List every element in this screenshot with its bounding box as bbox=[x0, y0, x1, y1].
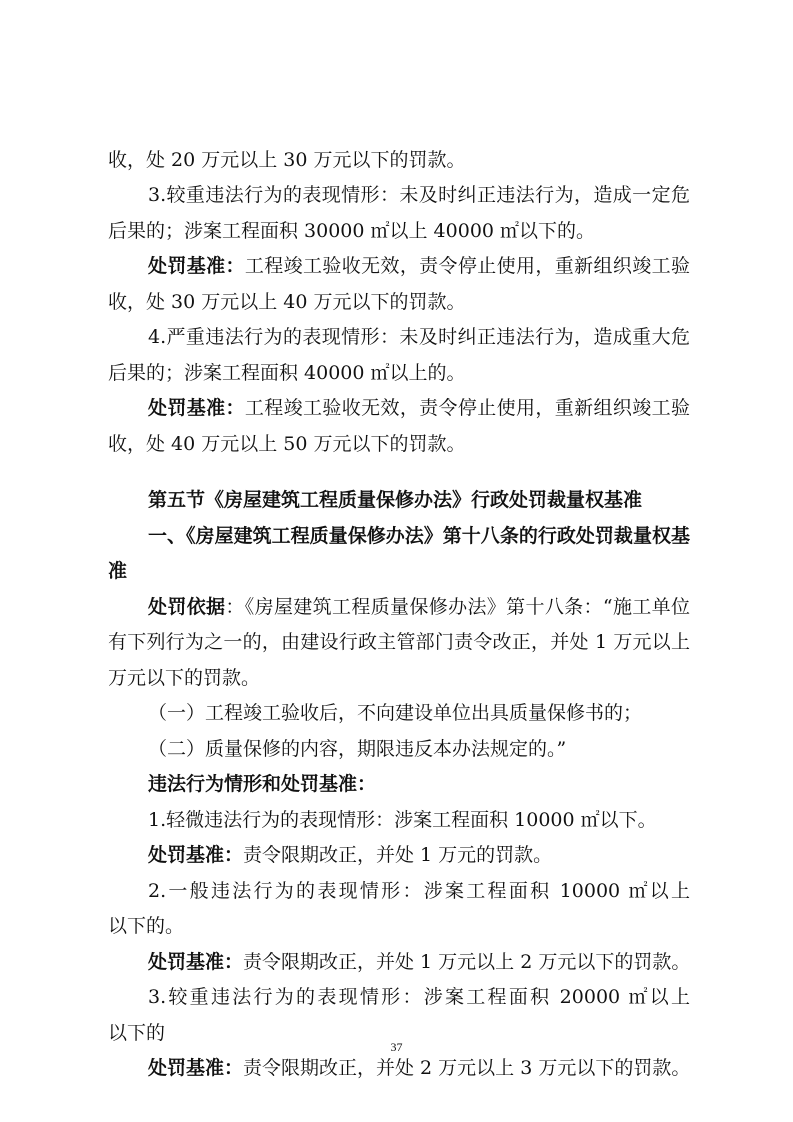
section-title: 第五节《房屋建筑工程质量保修办法》行政处罚裁量权基准 bbox=[148, 489, 643, 511]
penalty-label: 处罚基准： bbox=[148, 255, 245, 277]
basis-text: ：《房屋建筑工程质量保修办法》第十八条：“施工单位 bbox=[225, 595, 690, 618]
penalty-label: 处罚基准： bbox=[148, 950, 244, 973]
paragraph-line: 收，处 20 万元以上 30 万元以下的罚款。 bbox=[108, 149, 466, 171]
paragraph-text: 责令限期改正，并处 1 万元以上 2 万元以下的罚款。 bbox=[243, 950, 691, 973]
paragraph-line: 后果的；涉案工程面积 40000 ㎡以上的。 bbox=[108, 361, 466, 384]
subsection-title-cont: 准 bbox=[108, 560, 128, 582]
criteria-line bbox=[108, 945, 690, 981]
basis-line: 万元以下的罚款。 bbox=[108, 666, 261, 689]
criteria-line: 1.轻微违法行为的表现情形：涉案工程面积 10000 ㎡以下。 bbox=[148, 808, 657, 831]
paragraph-text: 工程竣工验收无效，责令停止使用，重新组织竣工验 bbox=[244, 397, 690, 419]
criteria-line bbox=[108, 838, 690, 874]
penalty-label: 处罚基准： bbox=[148, 844, 244, 866]
paragraph-line: 后果的；涉案工程面积 30000 ㎡以上 40000 ㎡以下的。 bbox=[108, 219, 596, 242]
penalty-label: 处罚基准： bbox=[148, 1057, 244, 1079]
paragraph-line: 3.较重违法行为的表现情形：未及时纠正违法行为，造成一定危 bbox=[148, 184, 690, 206]
basis-label: 处罚依据 bbox=[148, 595, 226, 618]
penalty-label: 处罚基准： bbox=[148, 397, 245, 419]
paragraph-line bbox=[108, 249, 690, 285]
criteria-line: 3.较重违法行为的表现情形：涉案工程面积 20000 ㎡以上 bbox=[148, 986, 690, 1008]
paragraph-line bbox=[108, 391, 690, 427]
document-body bbox=[108, 142, 690, 1087]
criteria-heading: 违法行为情形和处罚基准： bbox=[148, 773, 377, 795]
paragraph-text: 责令限期改正，并处 2 万元以上 3 万元以下的罚款。 bbox=[243, 1057, 691, 1079]
page-number: 37 bbox=[390, 1040, 403, 1054]
paragraph-text: 工程竣工验收无效，责令停止使用，重新组织竣工验 bbox=[244, 255, 690, 277]
basis-line bbox=[108, 590, 690, 626]
criteria-line: 2.一般违法行为的表现情形：涉案工程面积 10000 ㎡以上 bbox=[148, 879, 690, 902]
list-item: （二）质量保修的内容，期限违反本办法规定的。” bbox=[148, 737, 567, 760]
criteria-line bbox=[108, 1051, 690, 1087]
list-item: （一）工程竣工验收后，不向建设单位出具质量保修书的； bbox=[148, 702, 643, 724]
paragraph-line: 收，处 30 万元以上 40 万元以下的罚款。 bbox=[108, 290, 466, 313]
criteria-line: 以下的。 bbox=[108, 915, 185, 937]
paragraph-text: 责令限期改正，并处 1 万元的罚款。 bbox=[243, 844, 553, 866]
subsection-title: 一、《房屋建筑工程质量保修办法》第十八条的行政处罚裁量权基 bbox=[148, 524, 690, 547]
criteria-line: 以下的 bbox=[108, 1021, 166, 1044]
paragraph-line: 收，处 40 万元以上 50 万元以下的罚款。 bbox=[108, 432, 466, 455]
paragraph-line: 4.严重违法行为的表现情形：未及时纠正违法行为，造成重大危 bbox=[148, 326, 690, 348]
basis-line: 有下列行为之一的，由建设行政主管部门责令改正，并处 1 万元以上 bbox=[108, 631, 690, 653]
